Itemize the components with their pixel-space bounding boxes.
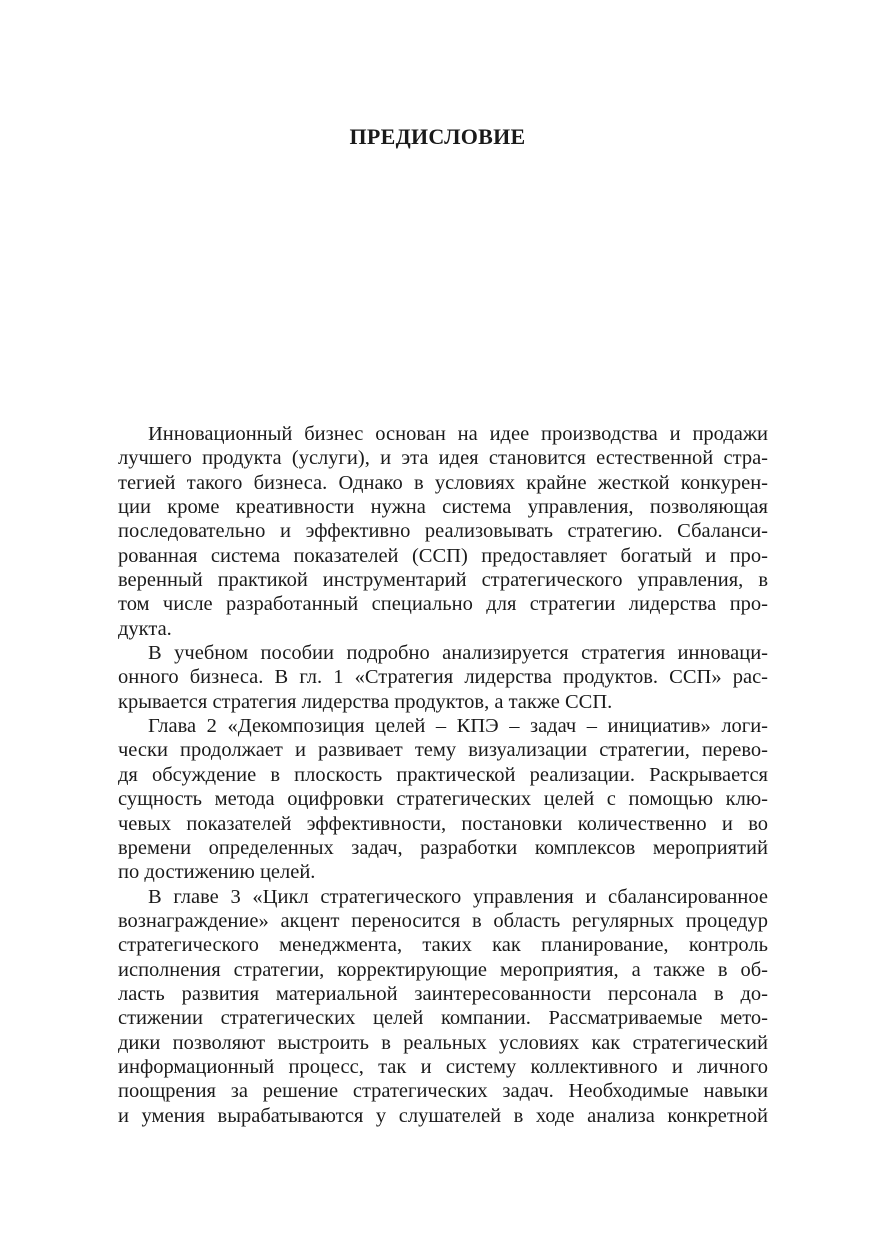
page-title: ПРЕДИСЛОВИЕ (349, 124, 526, 149)
text-line: информационный процесс, так и систему коллективного и личного (118, 1055, 768, 1078)
text-line: ции кроме креативности нужна система управления, позволяющая (118, 496, 768, 519)
text-line: В главе 3 «Цикл стратегического управления и сбалансированное (148, 885, 768, 908)
text-line: исполнения стратегии, корректирующие мероприятия, а также в об- (118, 958, 768, 981)
text-line: времени определенных задач, разработки комплексов мероприятий (118, 836, 768, 859)
text-line: сущность метода оцифровки стратегических целей с помощью клю- (118, 788, 768, 811)
text-line: дукта. (118, 617, 172, 640)
text-line: стратегического менеджмента, таких как планирование, контроль (118, 934, 768, 957)
text-line: онного бизнеса. В гл. 1 «Стратегия лидерства продуктов. ССП» рас- (118, 666, 768, 689)
text-line: чески продолжает и развивает тему визуализации стратегии, перево- (118, 739, 768, 762)
text-line: ласть развития материальной заинтересованности персонала в до- (118, 982, 768, 1005)
text-line: рованная система показателей (ССП) предоставляет богатый и про- (118, 544, 768, 567)
text-line: поощрения за решение стратегических задач. Необходимые навыки (118, 1080, 768, 1103)
text-line: том числе разработанный специально для стратегии лидерства про- (118, 593, 768, 616)
text-line: лучшего продукта (услуги), и эта идея становится естественной стра- (118, 447, 768, 470)
text-line: дя обсуждение в плоскость практической реализации. Раскрывается (118, 763, 768, 786)
text-line: крывается стратегия лидерства продуктов, а также ССП. (118, 690, 613, 713)
text-line: и умения вырабатываются у слушателей в ходе анализа конкретной (118, 1104, 768, 1127)
paragraph (118, 641, 768, 714)
preface-body (118, 422, 768, 1128)
text-line: В учебном пособии подробно анализируется стратегия инноваци- (148, 642, 768, 665)
text-line: последовательно и эффективно реализовывать стратегию. Сбаланси- (118, 520, 768, 543)
text-line: Глава 2 «Декомпозиция целей – КПЭ – задач – инициатив» логи- (148, 715, 768, 738)
text-line: тегией такого бизнеса. Однако в условиях крайне жесткой конкурен- (118, 471, 768, 494)
text-line: Инновационный бизнес основан на идее производства и продажи (148, 423, 768, 445)
paragraph (118, 422, 768, 641)
paragraph (118, 714, 768, 884)
text-line: дики позволяют выстроить в реальных условиях как стратегический (118, 1031, 768, 1054)
text-line: по достижению целей. (118, 861, 316, 884)
text-line: веренный практикой инструментарий стратегического управления, в (118, 569, 768, 592)
paragraph (118, 885, 768, 1128)
text-line: стижении стратегических целей компании. Рассматриваемые мето- (118, 1007, 768, 1030)
text-line: чевых показателей эффективности, постановки количественно и во (118, 812, 768, 835)
text-line: вознаграждение» акцент переносится в область регулярных процедур (118, 909, 768, 932)
